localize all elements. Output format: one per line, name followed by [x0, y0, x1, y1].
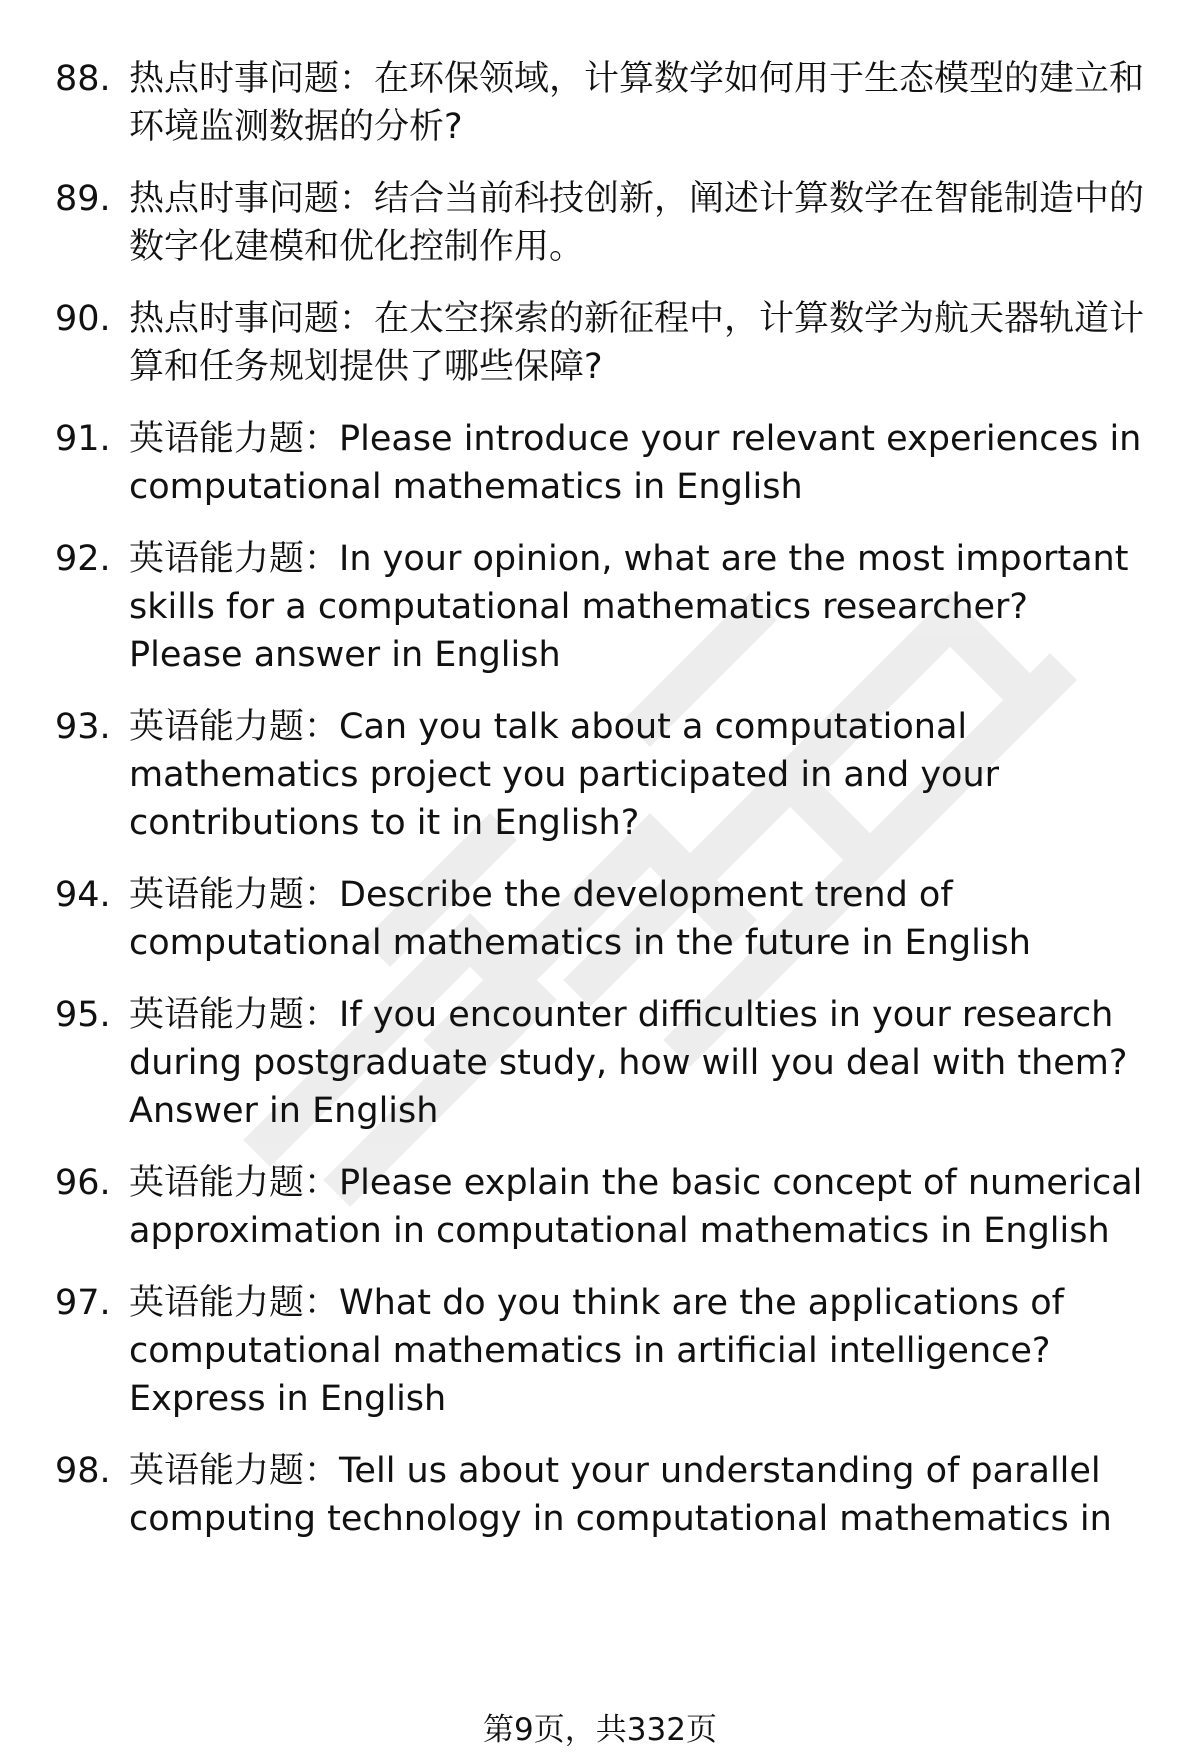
question-item-93 [55, 703, 1145, 847]
question-number: 93. [55, 707, 111, 747]
question-number: 88. [55, 59, 111, 99]
question-text: 英语能力题：Please explain the basic concept of numerical approximation in computational mathematics in English [129, 1163, 1143, 1251]
question-text: 英语能力题：Tell us about your understanding of parallel computing technology in computational mathematics in [129, 1451, 1112, 1539]
question-text: 热点时事问题：在太空探索的新征程中，计算数学为航天器轨道计算和任务规划提供了哪些保障? [129, 299, 1145, 387]
question-number: 97. [55, 1283, 111, 1323]
question-item-94 [55, 871, 1145, 967]
question-number: 95. [55, 995, 111, 1035]
question-text: 英语能力题：If you encounter difficulties in your research during postgraduate study, how will you deal with them? Answer in English [129, 995, 1128, 1131]
page-footer: 第9页，共332页 [483, 1712, 717, 1748]
question-item-95 [55, 991, 1145, 1135]
question-item-92 [55, 535, 1145, 679]
question-text: 热点时事问题：结合当前科技创新，阐述计算数学在智能制造中的数字化建模和优化控制作用。 [129, 179, 1145, 267]
question-number: 98. [55, 1451, 111, 1491]
question-item-90 [55, 295, 1145, 391]
question-number: 90. [55, 299, 111, 339]
question-item-88 [55, 55, 1145, 151]
question-text: 英语能力题：What do you think are the applications of computational mathematics in artificial intelligence? Express in English [129, 1283, 1064, 1419]
question-item-89 [55, 175, 1145, 271]
question-number: 89. [55, 179, 111, 219]
question-text: 热点时事问题：在环保领域，计算数学如何用于生态模型的建立和环境监测数据的分析? [129, 59, 1145, 147]
question-item-97 [55, 1279, 1145, 1423]
question-item-91 [55, 415, 1145, 511]
question-item-98 [55, 1447, 1145, 1543]
question-list [55, 55, 1145, 1543]
question-item-96 [55, 1159, 1145, 1255]
question-text: 英语能力题：Can you talk about a computational mathematics project you participated in and your contributions to it in English? [129, 707, 1000, 843]
question-number: 94. [55, 875, 111, 915]
question-number: 91. [55, 419, 111, 459]
question-text: 英语能力题：In your opinion, what are the most important skills for a computational mathematics researcher? Please answer in English [129, 539, 1129, 675]
question-number: 92. [55, 539, 111, 579]
question-number: 96. [55, 1163, 111, 1203]
question-text: 英语能力题：Describe the development trend of computational mathematics in the future in English [129, 875, 1031, 963]
question-text: 英语能力题：Please introduce your relevant experiences in computational mathematics in English [129, 419, 1142, 507]
